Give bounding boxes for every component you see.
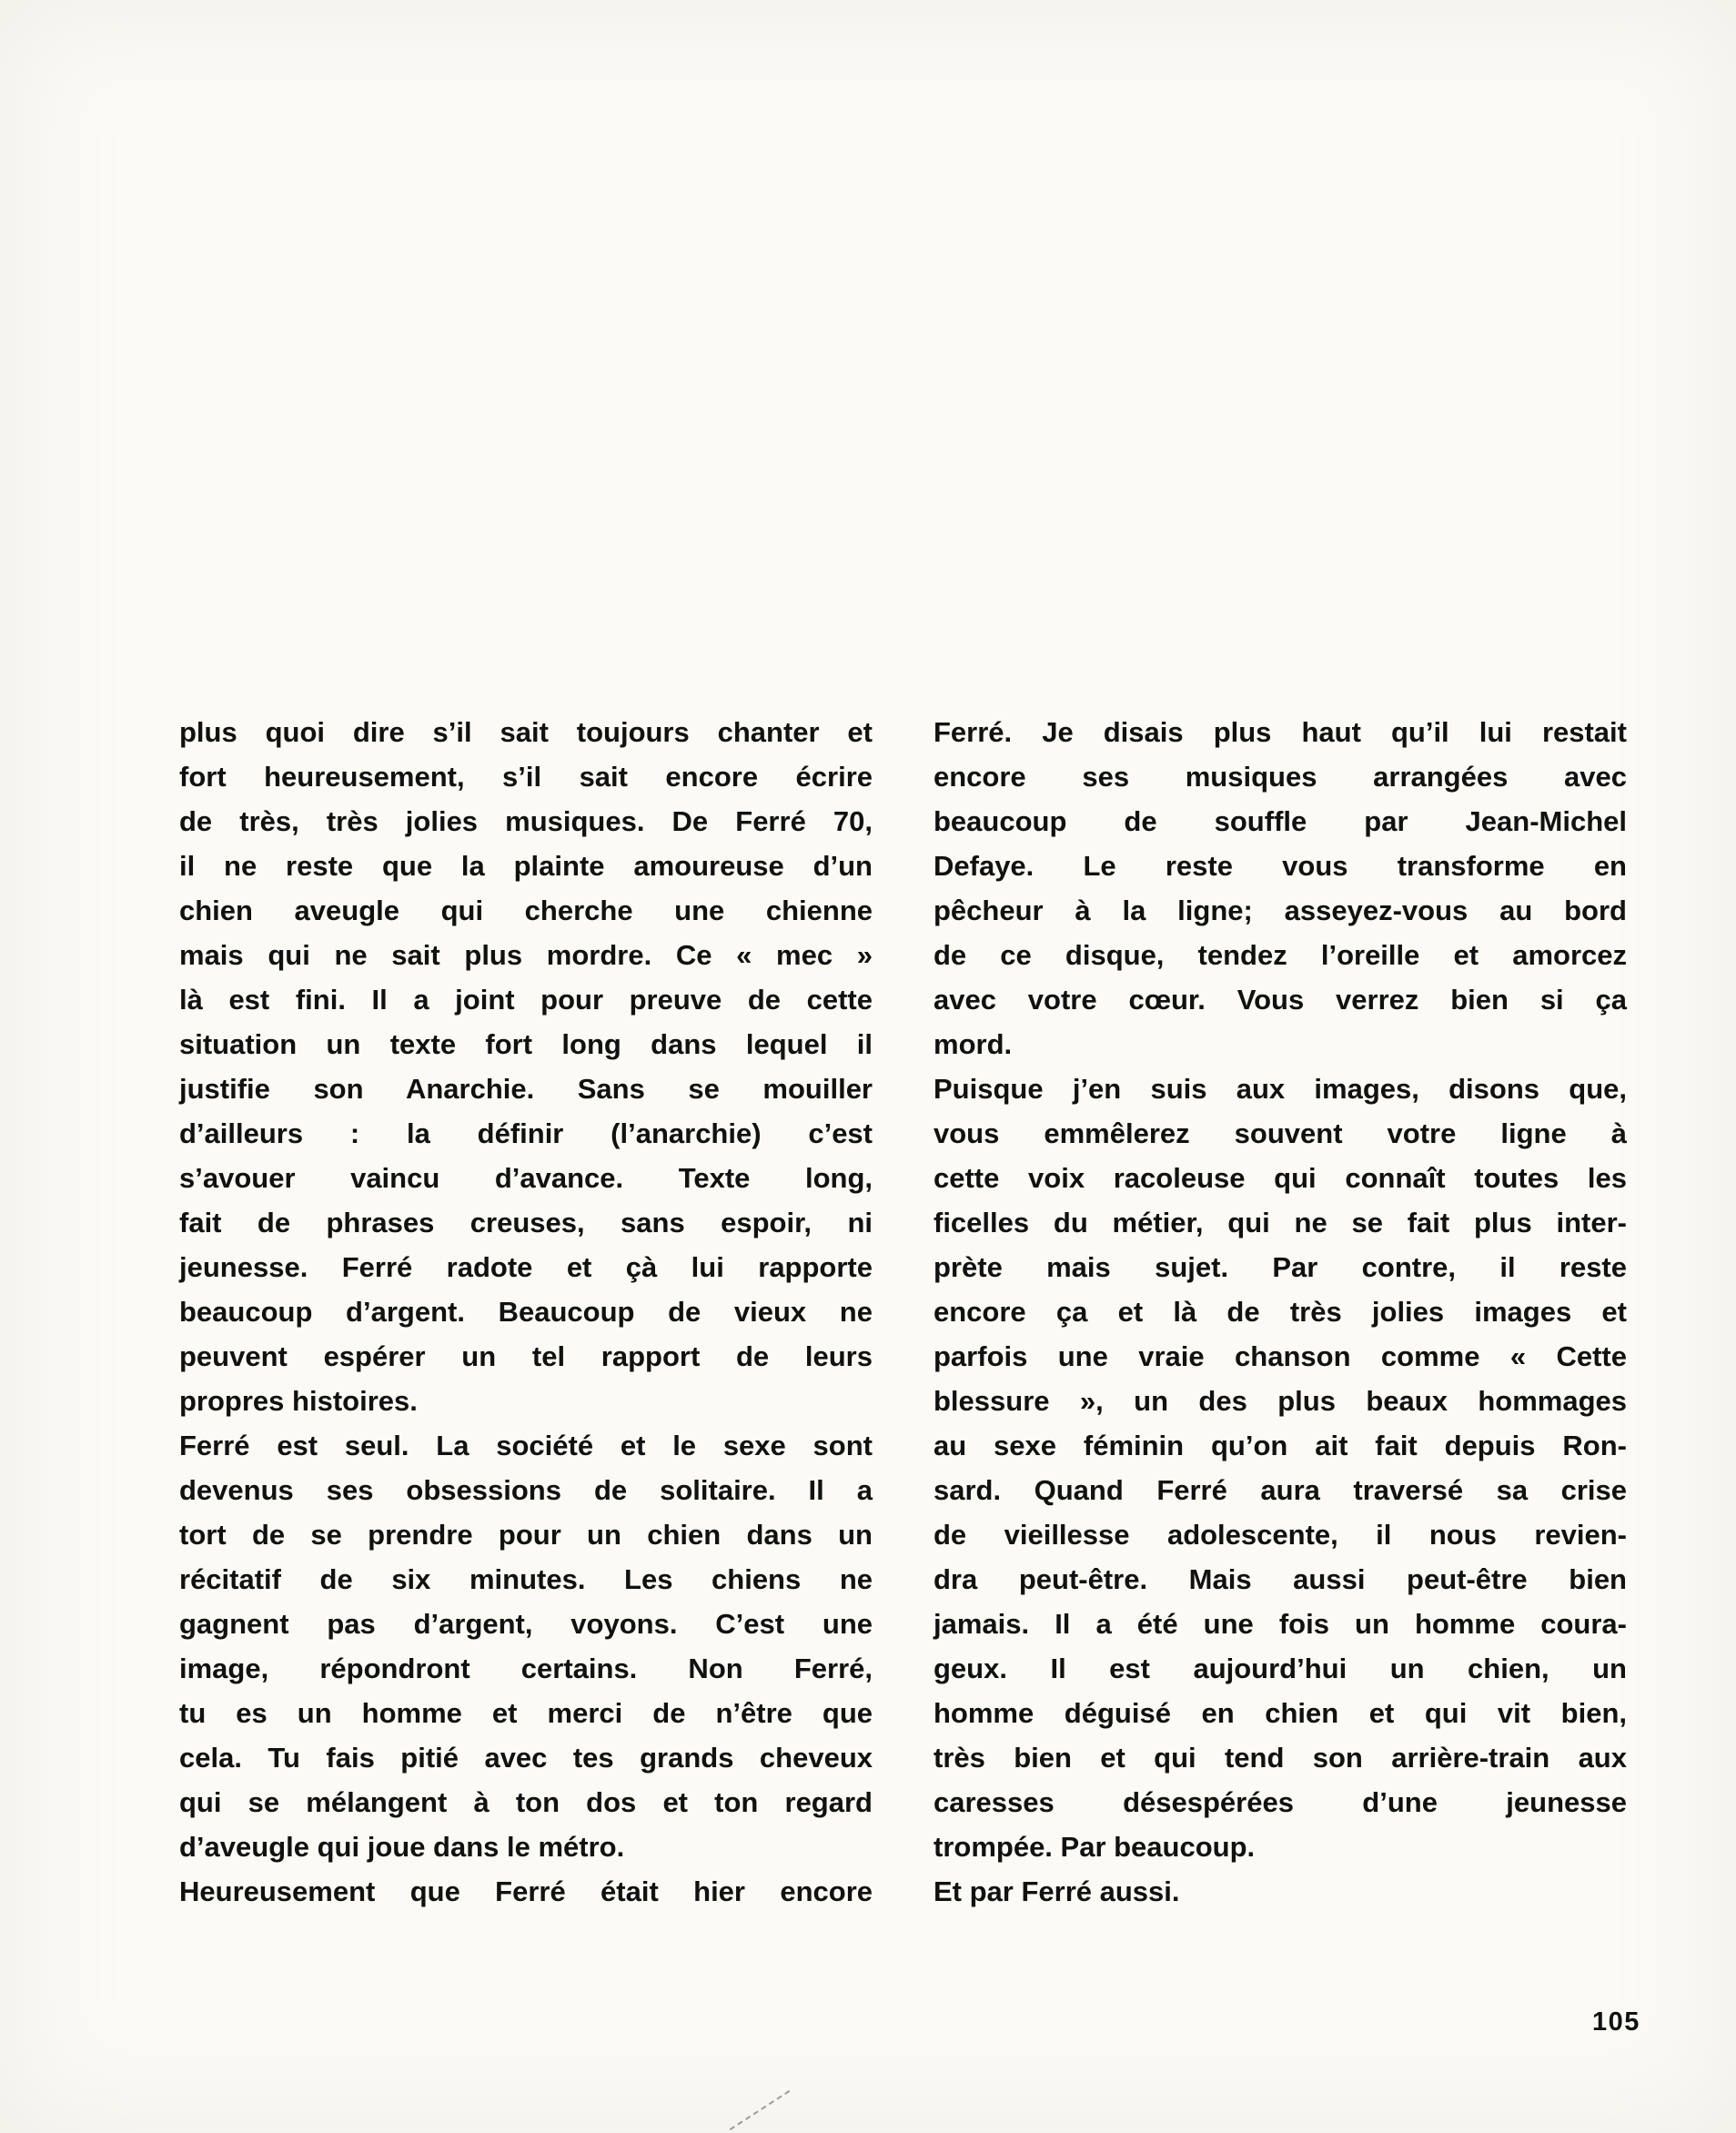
left-text-column — [179, 710, 873, 1914]
text-line: jeunesse. Ferré radote et çà lui rapporte — [179, 1251, 873, 1283]
text-line: fait de phrases creuses, sans espoir, ni — [179, 1207, 873, 1238]
text-line: chien aveugle qui cherche une chienne — [179, 895, 873, 926]
text-line: devenus ses obsessions de solitaire. Il a — [179, 1474, 873, 1506]
text-line: fort heureusement, s’il sait encore écrire — [179, 761, 873, 793]
text-line: caresses désespérées d’une jeunesse — [934, 1786, 1627, 1818]
text-line: plus quoi dire s’il sait toujours chanter et — [179, 716, 873, 748]
text-line: jamais. Il a été une fois un homme coura- — [934, 1608, 1627, 1640]
text-line: Ferré. Je disais plus haut qu’il lui restait — [934, 716, 1627, 748]
text-line: vous emmêlerez souvent votre ligne à — [934, 1117, 1627, 1149]
text-line: beaucoup d’argent. Beaucoup de vieux ne — [179, 1296, 873, 1328]
text-line: d’ailleurs : la définir (l’anarchie) c’est — [179, 1117, 873, 1149]
text-line: encore ses musiques arrangées avec — [934, 761, 1627, 793]
text-line: dra peut-être. Mais aussi peut-être bien — [934, 1563, 1627, 1595]
text-line: d’aveugle qui joue dans le métro. — [179, 1831, 625, 1863]
text-line: tu es un homme et merci de n’être que — [179, 1697, 873, 1729]
text-line: trompée. Par beaucoup. — [934, 1831, 1256, 1863]
scan-scratch-artifact — [730, 2090, 791, 2130]
text-line: qui se mélangent à ton dos et ton regard — [179, 1786, 873, 1818]
text-line: de vieillesse adolescente, il nous revien- — [934, 1519, 1627, 1551]
text-line: au sexe féminin qu’on ait fait depuis Ron- — [934, 1430, 1627, 1461]
text-line: blessure », un des plus beaux hommages — [934, 1385, 1627, 1417]
text-line: tort de se prendre pour un chien dans un — [179, 1519, 873, 1551]
text-line: Defaye. Le reste vous transforme en — [934, 850, 1627, 882]
text-line: encore ça et là de très jolies images et — [934, 1296, 1627, 1328]
page-number: 105 — [1592, 2007, 1640, 2037]
text-line: parfois une vraie chanson comme « Cette — [934, 1340, 1627, 1372]
text-line: geux. Il est aujourd’hui un chien, un — [934, 1653, 1627, 1684]
text-line: avec votre cœur. Vous verrez bien si ça — [934, 984, 1627, 1016]
text-line: très bien et qui tend son arrière-train aux — [934, 1742, 1627, 1774]
text-line: récitatif de six minutes. Les chiens ne — [179, 1563, 873, 1595]
text-line: Et par Ferré aussi. — [934, 1875, 1180, 1907]
text-line: Puisque j’en suis aux images, disons que, — [934, 1073, 1627, 1105]
text-line: s’avouer vaincu d’avance. Texte long, — [179, 1162, 873, 1194]
text-line: ficelles du métier, qui ne se fait plus inter- — [934, 1207, 1627, 1238]
text-line: mord. — [934, 1028, 1013, 1060]
text-line: sard. Quand Ferré aura traversé sa crise — [934, 1474, 1627, 1506]
text-line: il ne reste que la plainte amoureuse d’un — [179, 850, 873, 882]
text-line: là est fini. Il a joint pour preuve de cette — [179, 984, 873, 1016]
text-line: cela. Tu fais pitié avec tes grands cheveux — [179, 1742, 873, 1774]
text-line: situation un texte fort long dans lequel il — [179, 1028, 873, 1060]
text-line: propres histoires. — [179, 1385, 418, 1417]
text-line: beaucoup de souffle par Jean-Michel — [934, 805, 1627, 837]
text-line: justifie son Anarchie. Sans se mouiller — [179, 1073, 873, 1105]
text-line: homme déguisé en chien et qui vit bien, — [934, 1697, 1627, 1729]
text-line: Ferré est seul. La société et le sexe sont — [179, 1430, 873, 1461]
text-line: pêcheur à la ligne; asseyez-vous au bord — [934, 895, 1627, 926]
text-line: image, répondront certains. Non Ferré, — [179, 1653, 873, 1684]
text-line: Heureusement que Ferré était hier encore — [179, 1875, 873, 1907]
text-line: peuvent espérer un tel rapport de leurs — [179, 1340, 873, 1372]
text-line: cette voix racoleuse qui connaît toutes les — [934, 1162, 1627, 1194]
text-line: de ce disque, tendez l’oreille et amorcez — [934, 939, 1627, 971]
text-line: prète mais sujet. Par contre, il reste — [934, 1251, 1627, 1283]
text-line: gagnent pas d’argent, voyons. C’est une — [179, 1608, 873, 1640]
text-line: de très, très jolies musiques. De Ferré 70, — [179, 805, 873, 837]
text-line: mais qui ne sait plus mordre. Ce « mec » — [179, 939, 873, 971]
right-text-column — [934, 710, 1627, 1914]
